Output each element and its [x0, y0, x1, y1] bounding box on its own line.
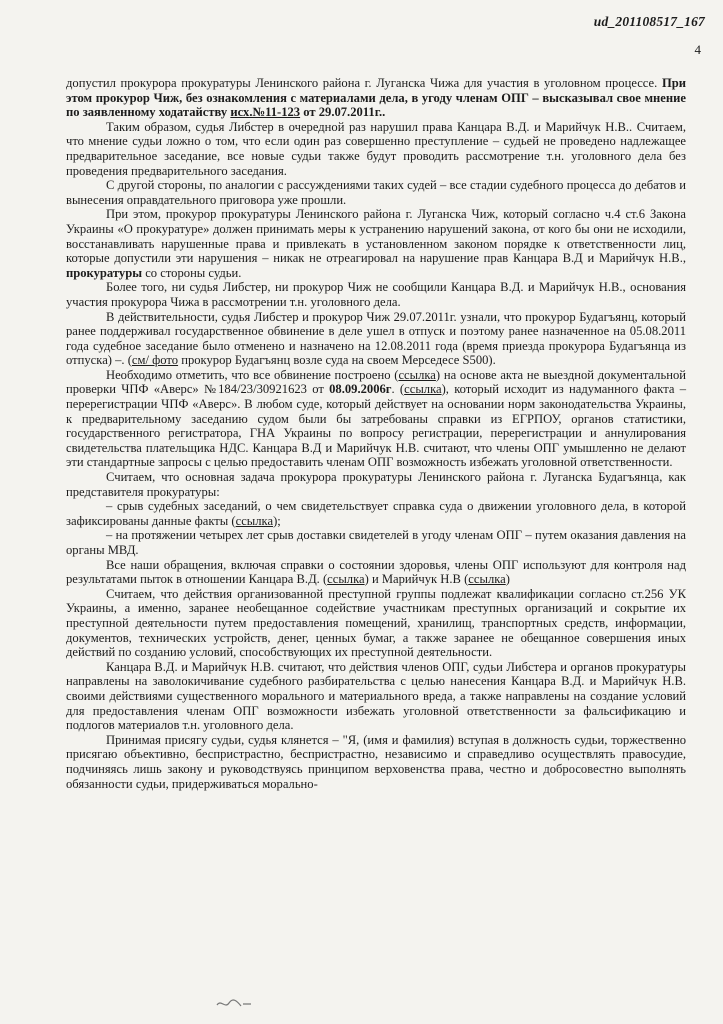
underlined-reference[interactable]: ссылка [468, 572, 506, 587]
paragraph-p1 [66, 120, 686, 178]
underlined-reference[interactable]: ссылка [398, 367, 436, 382]
text-run: Более того, ни судья Либстер, ни прокурор Чиж не сообщили Канцара В.Д. и Марийчук Н.В., основания участия прокурора Чижа в рассмотрении т.н. уголовного дела. [66, 280, 686, 309]
text-run: ) и Марийчук Н.В ( [364, 572, 469, 587]
underlined-reference[interactable]: исх.№11-123 [230, 105, 301, 120]
emphasized-text: прокуратуры [66, 265, 143, 280]
paragraph-p3 [66, 207, 686, 280]
paragraph-p6 [66, 368, 686, 470]
paragraph-p2 [66, 178, 686, 207]
text-run: Таким образом, судья Либстер в очередной раз нарушил права Канцара В.Д. и Марийчук Н.В.. Считаем, что мнение судьи ложно о том, что если один раз совершенно преступление – судьей не проведено надлежащее предварительное заседание, все новые судьи также будут проводить рассмотрение т.н. уголовного дела без проведения предварительного заседания. [66, 119, 686, 178]
underlined-reference[interactable]: ссылка [327, 572, 365, 587]
document-body [66, 76, 686, 791]
text-run: – срыв судебных заседаний, о чем свидетельствует справка суда о движении уголовного дела, в которой зафиксированы данные факты ( [66, 499, 686, 528]
text-run: При этом, прокурор прокуратуры Ленинского района г. Луганска Чиж, который согласно ч.4 ст.6 Закона Украины «О прокуратуре» должен принимать меры к устранению нарушений закона, от кого бы они не исходили, восстанавливать нарушенные права и привлекать в установленном законом порядке к ответственности лиц, которые допустили эти нарушения – никак не отреагировал на нарушение прав Канцара В.Д и Марийчук Н.В., [66, 207, 686, 266]
emphasized-text: При этом прокурор Чиж, без ознакомления с материалами дела, в угоду членам ОПГ – высказывал свое мнение по заявленному ходатайству [66, 76, 686, 120]
text-run: Необходимо отметить, что все обвинение построено ( [106, 367, 399, 382]
page-number: 4 [694, 42, 701, 57]
text-run: С другой стороны, по аналогии с рассуждениями таких судей – все стадии судебного процесса до дебатов и вынесения оправдательного приговора уже прошли. [66, 178, 686, 207]
text-run: В действительности, судья Либстер и прокурор Чиж 29.07.2011г. узнали, что прокурор Будагъянц, который ранее поддерживал государственное обвинение в деле ушел в отпуск и поэтому ранее назначенное на 05.08.2011 года судебное заседание было отменено и назначено на 12.08.2011 года (время приезда прокурора Будагъянца из отпуска) –. ( [66, 309, 686, 368]
paragraph-p5 [66, 310, 686, 368]
paragraph-p7 [66, 470, 686, 499]
text-run: Считаем, что действия организованной преступной группы подлежат квалификации согласно ст.256 УК Украины, а именно, заранее необещанное содействие участникам преступных организаций и сокрытие их преступной деятельности путем предоставления помещений, хранилищ, транспортных средств, информации, документов, технических устройств, денег, ценных бумаг, а также заранее не обещанное совершения иных действий по созданию условий, способствующих их преступной деятельности. [66, 586, 686, 660]
paragraph-p4 [66, 280, 686, 309]
text-run: Принимая присягу судьи, судья клянется – "Я, (имя и фамилия) вступая в должность судьи, торжественно присягаю объективно, беспристрастно, беспристрастно, независимо и справедливо осуществлять правосудие, подчиняясь лишь закону и руководствуясь принципом верховенства права, честно и добросовестно выполнять обязанности судьи, придерживаться морально- [66, 732, 686, 791]
text-run: – на протяжении четырех лет срыв доставки свидетелей в угоду членам ОПГ – путем оказания давления на органы МВД. [66, 528, 686, 557]
text-run: допустил прокурора прокуратуры Ленинского района г. Луганска Чижа для участия в уголовном процессе. [66, 76, 662, 90]
underlined-reference[interactable]: см/ фото [131, 353, 179, 368]
paragraph-p10 [66, 558, 686, 587]
emphasized-text: от 29.07.2011г.. [300, 105, 386, 120]
paragraph-p12 [66, 660, 686, 733]
paragraph-p13 [66, 733, 686, 791]
emphasized-text: 08.09.2006г [329, 382, 392, 397]
text-run: Все наши обращения, включая справки о состоянии здоровья, члены ОПГ используют для контроля над результатами пыток в отношении Канцара В.Д. ( [66, 557, 686, 587]
text-run: ) на основе акта не выездной документальной проверки ЧПФ «Аверс» №184/23/30921623 от [66, 367, 686, 397]
underlined-reference[interactable]: ссылка [404, 382, 442, 397]
text-run: прокурор Будагъянц возле суда на своем Мерседесе S500). [178, 353, 496, 368]
paragraph-p9 [66, 528, 686, 557]
text-run: ) [505, 572, 510, 587]
paragraph-p11 [66, 587, 686, 660]
document-id: ud_201108517_167 [593, 14, 705, 29]
handwritten-mark [215, 995, 255, 1013]
text-run: ); [273, 513, 281, 528]
text-run: . ( [391, 382, 405, 397]
underlined-reference[interactable]: ссылка [235, 513, 274, 528]
text-run: Считаем, что основная задача прокурора прокуратуры Ленинского района г. Луганска Будагъянца, как представителя прокуратуры: [66, 470, 686, 499]
text-run: ), который исходит из надуманного факта – перерегистрации ЧПФ «Аверс». В любом суде, который действует на основании норм законодательства Украины, к предварительному заседанию судом были бы затребованы справки из ЕГРПОУ, органов статистики, государственного регистратора, ГНА Украины по вопросу регистрации, перерегистрации и аннулирования свидетельства плательщика НДС. Канцара В.Д и Марийчук Н.В. считают, что члены ОПГ умышленно не делают эти стандартные запросы с целью предоставить членам ОПГ возможность избежать уголовной ответственности. [66, 382, 687, 470]
paragraph-p0 [66, 76, 686, 120]
text-run: со стороны судьи. [142, 265, 242, 280]
text-run: Канцара В.Д. и Марийчук Н.В. считают, что действия членов ОПГ, судьи Либстера и органов прокуратуры направлены на заволокичивание судебного разбирательства с целью нанесения Канцара В.Д. и Марийчук Н.В. своими действиями существенного морального и материального вреда, а также направлены на создание условий для предоставления членам ОПГ возможности избежать уголовной ответственности за фальсификацию и подлогов материалов т.н. уголовного дела. [66, 659, 686, 733]
paragraph-p8 [66, 499, 686, 528]
